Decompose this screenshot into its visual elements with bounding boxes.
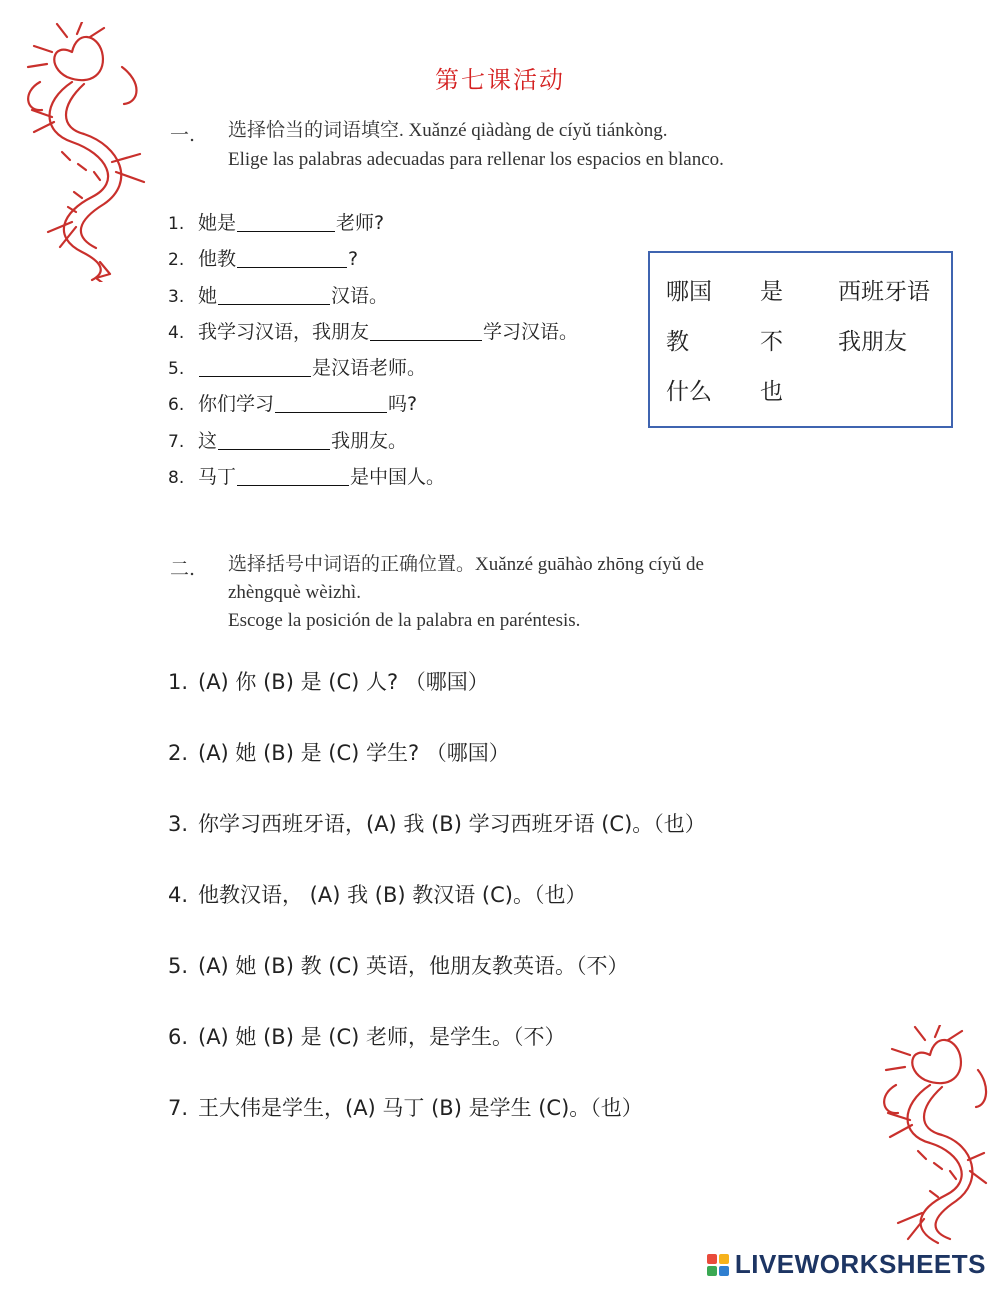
liveworksheets-logo[interactable]	[707, 1249, 986, 1280]
list-item: 2. 他教 ?	[168, 241, 578, 277]
section-2-instruction-es: Escoge la posición de la palabra en paréntesis.	[228, 610, 581, 631]
list-item[interactable]: 4. 他教汉语， (A) 我 (B) 教汉语 (C)。（也）	[168, 883, 587, 907]
word-bank-box	[648, 251, 953, 428]
fill-in-blank-list	[168, 205, 578, 495]
blank-input[interactable]	[237, 209, 335, 232]
list-item: 4. 我学习汉语，我朋友 学习汉语。	[168, 314, 578, 350]
word-bank-item: 西班牙语	[838, 279, 930, 305]
word-bank-item: 什么	[666, 379, 712, 405]
section-1-instruction-zh: 选择恰当的词语填空. Xuǎnzé qiàdàng de cíyǔ tiánkòng.	[228, 120, 668, 141]
word-bank-item: 我朋友	[838, 329, 907, 355]
blank-input[interactable]	[275, 390, 387, 413]
blank-input[interactable]	[370, 318, 482, 341]
dragon-illustration-bottom-right	[850, 1025, 990, 1260]
list-item: 1. 她是 老师?	[168, 205, 578, 241]
list-item: 6. 你们学习 吗?	[168, 386, 578, 422]
list-item[interactable]: 7. 王大伟是学生，(A) 马丁 (B) 是学生 (C)。（也）	[168, 1096, 643, 1120]
section-2-instruction-zh-line1: 选择括号中词语的正确位置。Xuǎnzé guāhào zhōng cíyǔ de	[228, 554, 704, 575]
list-item: 7. 这 我朋友。	[168, 423, 578, 459]
word-bank-item: 不	[760, 329, 783, 355]
section-2-instruction-zh-line2: zhèngquè wèizhì.	[228, 582, 361, 603]
list-item[interactable]: 1. (A) 你 (B) 是 (C) 人? （哪国）	[168, 670, 489, 694]
list-item[interactable]: 5. (A) 她 (B) 教 (C) 英语，他朋友教英语。（不）	[168, 954, 629, 978]
list-item[interactable]: 6. (A) 她 (B) 是 (C) 老师，是学生。（不）	[168, 1025, 566, 1049]
list-item: 3. 她 汉语。	[168, 278, 578, 314]
section-2-number: 二.	[170, 558, 196, 580]
word-bank-item: 是	[760, 279, 783, 305]
blank-input[interactable]	[237, 245, 347, 268]
word-bank-item: 教	[666, 329, 689, 355]
list-item[interactable]: 2. (A) 她 (B) 是 (C) 学生? （哪国）	[168, 741, 510, 765]
blank-input[interactable]	[218, 282, 330, 305]
blank-input[interactable]	[237, 463, 349, 486]
worksheet-title: 第七课活动	[435, 66, 565, 94]
word-bank-item: 哪国	[666, 279, 712, 305]
list-item: 5. 是汉语老师。	[168, 350, 578, 386]
blank-input[interactable]	[218, 427, 330, 450]
blank-input[interactable]	[199, 354, 311, 377]
list-item[interactable]: 3. 你学习西班牙语，(A) 我 (B) 学习西班牙语 (C)。（也）	[168, 812, 706, 836]
section-1-number: 一.	[170, 124, 196, 146]
word-bank-item: 也	[760, 379, 783, 405]
liveworksheets-logo-icon	[707, 1254, 729, 1276]
brand-name: LIVEWORKSHEETS	[734, 1249, 986, 1279]
list-item: 8. 马丁 是中国人。	[168, 459, 578, 495]
word-position-list	[168, 665, 706, 1162]
section-1-instruction-es: Elige las palabras adecuadas para rellenar los espacios en blanco.	[228, 149, 724, 170]
